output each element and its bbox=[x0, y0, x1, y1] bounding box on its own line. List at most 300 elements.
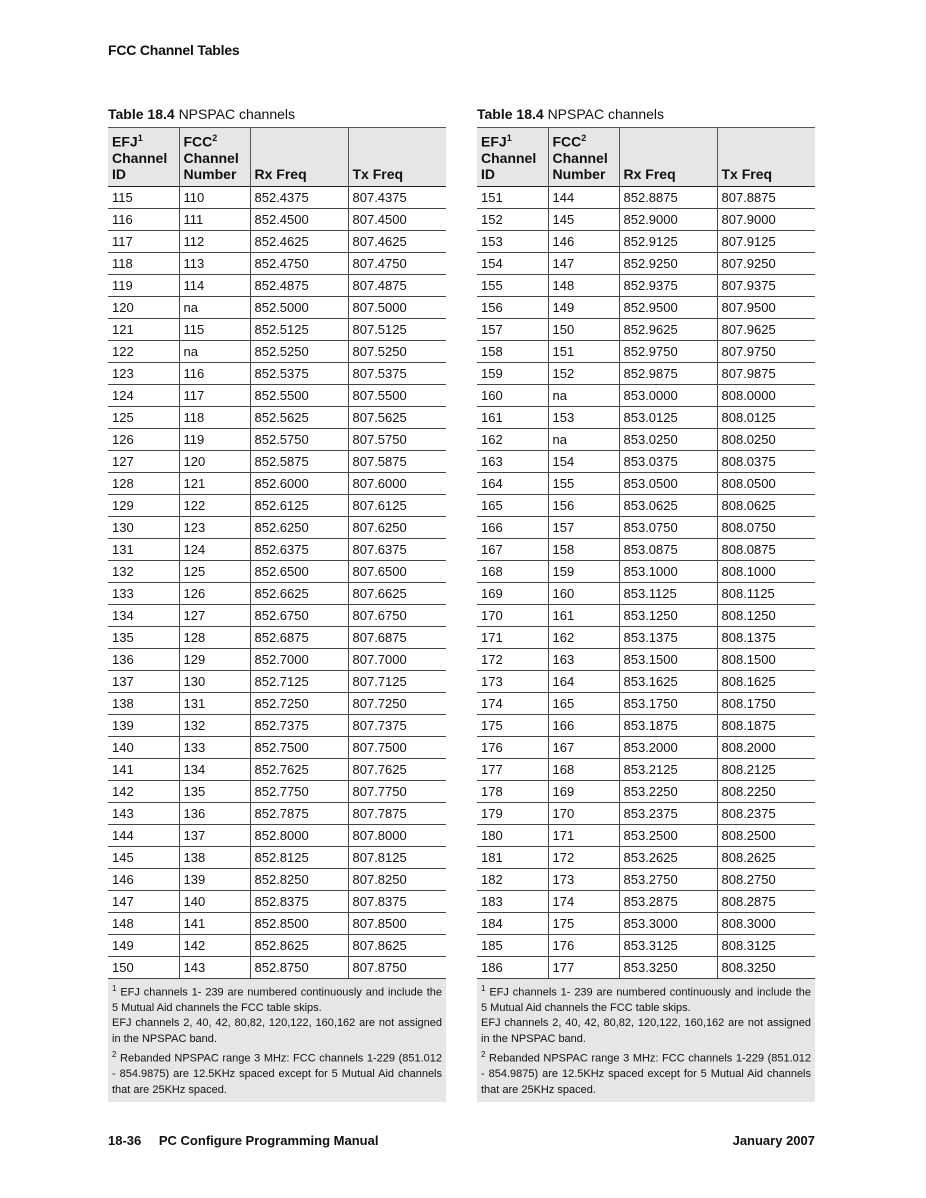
table-row bbox=[108, 318, 446, 340]
table-row bbox=[477, 824, 815, 846]
cell-fcc-number: 172 bbox=[548, 846, 619, 868]
cell-fcc-number: 158 bbox=[548, 538, 619, 560]
table-body bbox=[108, 186, 446, 978]
cell-tx-freq: 807.5625 bbox=[348, 406, 446, 428]
cell-rx-freq: 852.4375 bbox=[250, 186, 348, 208]
cell-efj-id: 161 bbox=[477, 406, 548, 428]
cell-fcc-number: 176 bbox=[548, 934, 619, 956]
table-footnotes bbox=[108, 979, 446, 1103]
table-row bbox=[108, 340, 446, 362]
table-row bbox=[108, 494, 446, 516]
cell-efj-id: 123 bbox=[108, 362, 179, 384]
cell-tx-freq: 808.0375 bbox=[717, 450, 815, 472]
cell-efj-id: 179 bbox=[477, 802, 548, 824]
cell-rx-freq: 852.4875 bbox=[250, 274, 348, 296]
cell-fcc-number: 175 bbox=[548, 912, 619, 934]
cell-efj-id: 149 bbox=[108, 934, 179, 956]
cell-fcc-number: 166 bbox=[548, 714, 619, 736]
cell-tx-freq: 808.2375 bbox=[717, 802, 815, 824]
cell-efj-id: 171 bbox=[477, 626, 548, 648]
cell-efj-id: 140 bbox=[108, 736, 179, 758]
table-row bbox=[477, 648, 815, 670]
cell-fcc-number: 169 bbox=[548, 780, 619, 802]
table-row bbox=[477, 604, 815, 626]
table-row bbox=[477, 714, 815, 736]
cell-tx-freq: 808.3000 bbox=[717, 912, 815, 934]
table-row bbox=[108, 230, 446, 252]
cell-fcc-number: 156 bbox=[548, 494, 619, 516]
cell-tx-freq: 807.8750 bbox=[348, 956, 446, 978]
cell-tx-freq: 807.6375 bbox=[348, 538, 446, 560]
table-row bbox=[477, 252, 815, 274]
table-npspac-left bbox=[108, 106, 446, 1102]
cell-efj-id: 163 bbox=[477, 450, 548, 472]
cell-tx-freq: 807.9250 bbox=[717, 252, 815, 274]
table-row bbox=[108, 626, 446, 648]
cell-tx-freq: 807.5750 bbox=[348, 428, 446, 450]
cell-fcc-number: 146 bbox=[548, 230, 619, 252]
table-row bbox=[477, 230, 815, 252]
cell-efj-id: 182 bbox=[477, 868, 548, 890]
cell-rx-freq: 852.6375 bbox=[250, 538, 348, 560]
cell-tx-freq: 808.3250 bbox=[717, 956, 815, 978]
cell-efj-id: 128 bbox=[108, 472, 179, 494]
table-row bbox=[108, 450, 446, 472]
cell-fcc-number: 118 bbox=[179, 406, 250, 428]
cell-fcc-number: 151 bbox=[548, 340, 619, 362]
table-row bbox=[477, 384, 815, 406]
cell-rx-freq: 853.2000 bbox=[619, 736, 717, 758]
cell-tx-freq: 807.8625 bbox=[348, 934, 446, 956]
cell-tx-freq: 808.1250 bbox=[717, 604, 815, 626]
cell-tx-freq: 807.4625 bbox=[348, 230, 446, 252]
table-row bbox=[477, 802, 815, 824]
cell-efj-id: 120 bbox=[108, 296, 179, 318]
cell-fcc-number: 130 bbox=[179, 670, 250, 692]
cell-rx-freq: 853.1375 bbox=[619, 626, 717, 648]
cell-fcc-number: 171 bbox=[548, 824, 619, 846]
cell-efj-id: 170 bbox=[477, 604, 548, 626]
cell-tx-freq: 807.6875 bbox=[348, 626, 446, 648]
table-row bbox=[477, 274, 815, 296]
cell-efj-id: 125 bbox=[108, 406, 179, 428]
cell-tx-freq: 808.2625 bbox=[717, 846, 815, 868]
cell-rx-freq: 852.7125 bbox=[250, 670, 348, 692]
cell-rx-freq: 853.3250 bbox=[619, 956, 717, 978]
page-header-title: FCC Channel Tables bbox=[108, 42, 240, 58]
cell-tx-freq: 808.1625 bbox=[717, 670, 815, 692]
cell-efj-id: 148 bbox=[108, 912, 179, 934]
table-row bbox=[477, 406, 815, 428]
table-row bbox=[477, 956, 815, 978]
cell-tx-freq: 808.0500 bbox=[717, 472, 815, 494]
cell-tx-freq: 807.4875 bbox=[348, 274, 446, 296]
page-footer bbox=[108, 1133, 815, 1148]
cell-efj-id: 150 bbox=[108, 956, 179, 978]
cell-efj-id: 130 bbox=[108, 516, 179, 538]
channel-table bbox=[477, 127, 815, 979]
table-row bbox=[108, 538, 446, 560]
cell-tx-freq: 807.9750 bbox=[717, 340, 815, 362]
cell-tx-freq: 808.0750 bbox=[717, 516, 815, 538]
header-efj-channel-id: EFJ$^1$ Channel ID bbox=[477, 128, 548, 187]
cell-fcc-number: 164 bbox=[548, 670, 619, 692]
cell-fcc-number: 133 bbox=[179, 736, 250, 758]
cell-rx-freq: 853.2625 bbox=[619, 846, 717, 868]
cell-fcc-number: 132 bbox=[179, 714, 250, 736]
cell-tx-freq: 808.0125 bbox=[717, 406, 815, 428]
cell-tx-freq: 808.1500 bbox=[717, 648, 815, 670]
cell-rx-freq: 852.9500 bbox=[619, 296, 717, 318]
cell-efj-id: 168 bbox=[477, 560, 548, 582]
cell-efj-id: 119 bbox=[108, 274, 179, 296]
table-row bbox=[477, 912, 815, 934]
table-row bbox=[477, 846, 815, 868]
cell-fcc-number: 138 bbox=[179, 846, 250, 868]
cell-rx-freq: 852.8875 bbox=[619, 186, 717, 208]
table-row bbox=[108, 252, 446, 274]
cell-fcc-number: 167 bbox=[548, 736, 619, 758]
cell-fcc-number: 126 bbox=[179, 582, 250, 604]
table-row bbox=[477, 582, 815, 604]
cell-rx-freq: 852.8000 bbox=[250, 824, 348, 846]
header-fcc-channel-number: FCC$^2$ Channel Number bbox=[548, 128, 619, 187]
table-row bbox=[108, 934, 446, 956]
cell-efj-id: 129 bbox=[108, 494, 179, 516]
cell-tx-freq: 807.8125 bbox=[348, 846, 446, 868]
cell-rx-freq: 852.6750 bbox=[250, 604, 348, 626]
cell-tx-freq: 807.7750 bbox=[348, 780, 446, 802]
cell-efj-id: 177 bbox=[477, 758, 548, 780]
table-row bbox=[108, 208, 446, 230]
cell-rx-freq: 853.1625 bbox=[619, 670, 717, 692]
table-row bbox=[108, 560, 446, 582]
table-npspac-right bbox=[477, 106, 815, 1102]
header-rx-freq: Rx Freq bbox=[619, 128, 717, 187]
footnote-1b: EFJ channels 2, 40, 42, 80,82, 120,122, 160,162 are not assigned in the NPSPAC band. bbox=[112, 1017, 442, 1045]
cell-tx-freq: 807.7875 bbox=[348, 802, 446, 824]
cell-rx-freq: 852.8750 bbox=[250, 956, 348, 978]
cell-fcc-number: 135 bbox=[179, 780, 250, 802]
cell-fcc-number: 149 bbox=[548, 296, 619, 318]
cell-fcc-number: 125 bbox=[179, 560, 250, 582]
table-row bbox=[108, 582, 446, 604]
cell-efj-id: 143 bbox=[108, 802, 179, 824]
cell-fcc-number: 120 bbox=[179, 450, 250, 472]
cell-tx-freq: 807.8500 bbox=[348, 912, 446, 934]
cell-efj-id: 175 bbox=[477, 714, 548, 736]
table-row bbox=[108, 362, 446, 384]
table-row bbox=[477, 758, 815, 780]
table-row bbox=[108, 604, 446, 626]
cell-tx-freq: 807.5875 bbox=[348, 450, 446, 472]
cell-fcc-number: 173 bbox=[548, 868, 619, 890]
cell-tx-freq: 807.9375 bbox=[717, 274, 815, 296]
cell-rx-freq: 852.6625 bbox=[250, 582, 348, 604]
table-row bbox=[477, 494, 815, 516]
cell-tx-freq: 807.4750 bbox=[348, 252, 446, 274]
table-row bbox=[477, 450, 815, 472]
cell-rx-freq: 853.0875 bbox=[619, 538, 717, 560]
cell-tx-freq: 808.3125 bbox=[717, 934, 815, 956]
cell-rx-freq: 852.6125 bbox=[250, 494, 348, 516]
cell-fcc-number: 153 bbox=[548, 406, 619, 428]
publication-date: January 2007 bbox=[732, 1133, 815, 1148]
cell-tx-freq: 807.7500 bbox=[348, 736, 446, 758]
cell-efj-id: 137 bbox=[108, 670, 179, 692]
table-row bbox=[108, 692, 446, 714]
table-row bbox=[477, 626, 815, 648]
cell-rx-freq: 853.1250 bbox=[619, 604, 717, 626]
cell-fcc-number: 143 bbox=[179, 956, 250, 978]
header-tx-freq: Tx Freq bbox=[717, 128, 815, 187]
cell-fcc-number: 160 bbox=[548, 582, 619, 604]
cell-rx-freq: 852.9750 bbox=[619, 340, 717, 362]
cell-efj-id: 132 bbox=[108, 560, 179, 582]
cell-fcc-number: 112 bbox=[179, 230, 250, 252]
cell-tx-freq: 808.1125 bbox=[717, 582, 815, 604]
cell-tx-freq: 807.6250 bbox=[348, 516, 446, 538]
footnote-2: $^2$ Rebanded NPSPAC range 3 MHz: FCC channels 1-229 (851.012 - 854.9875) are 12.5KHz spaced except for 5 Mutual Aid channels that are 25KHz spaced. bbox=[112, 1050, 443, 1096]
cell-fcc-number: 122 bbox=[179, 494, 250, 516]
cell-fcc-number: 131 bbox=[179, 692, 250, 714]
cell-rx-freq: 853.3125 bbox=[619, 934, 717, 956]
cell-tx-freq: 808.1375 bbox=[717, 626, 815, 648]
table-row bbox=[477, 296, 815, 318]
cell-fcc-number: 163 bbox=[548, 648, 619, 670]
table-row bbox=[108, 670, 446, 692]
cell-tx-freq: 808.1000 bbox=[717, 560, 815, 582]
cell-tx-freq: 807.6500 bbox=[348, 560, 446, 582]
table-row bbox=[108, 890, 446, 912]
cell-rx-freq: 852.7625 bbox=[250, 758, 348, 780]
cell-efj-id: 151 bbox=[477, 186, 548, 208]
cell-efj-id: 181 bbox=[477, 846, 548, 868]
cell-rx-freq: 852.6000 bbox=[250, 472, 348, 494]
table-row bbox=[477, 208, 815, 230]
cell-tx-freq: 807.9875 bbox=[717, 362, 815, 384]
cell-fcc-number: 123 bbox=[179, 516, 250, 538]
cell-rx-freq: 852.5500 bbox=[250, 384, 348, 406]
cell-fcc-number: 128 bbox=[179, 626, 250, 648]
table-row bbox=[477, 670, 815, 692]
table-caption-text: NPSPAC channels bbox=[178, 106, 296, 122]
cell-fcc-number: 170 bbox=[548, 802, 619, 824]
table-row bbox=[108, 758, 446, 780]
cell-efj-id: 186 bbox=[477, 956, 548, 978]
cell-efj-id: 165 bbox=[477, 494, 548, 516]
cell-efj-id: 158 bbox=[477, 340, 548, 362]
cell-tx-freq: 808.2875 bbox=[717, 890, 815, 912]
cell-efj-id: 155 bbox=[477, 274, 548, 296]
cell-efj-id: 180 bbox=[477, 824, 548, 846]
cell-tx-freq: 808.2750 bbox=[717, 868, 815, 890]
table-caption bbox=[477, 106, 815, 122]
cell-fcc-number: 150 bbox=[548, 318, 619, 340]
cell-fcc-number: 165 bbox=[548, 692, 619, 714]
cell-efj-id: 178 bbox=[477, 780, 548, 802]
cell-efj-id: 183 bbox=[477, 890, 548, 912]
cell-rx-freq: 852.9125 bbox=[619, 230, 717, 252]
footnote-2: $^2$ Rebanded NPSPAC range 3 MHz: FCC channels 1-229 (851.012 - 854.9875) are 12.5KHz spaced except for 5 Mutual Aid channels that are 25KHz spaced. bbox=[481, 1050, 812, 1096]
table-row bbox=[108, 802, 446, 824]
table-footnotes bbox=[477, 979, 815, 1103]
cell-tx-freq: 808.2250 bbox=[717, 780, 815, 802]
cell-efj-id: 126 bbox=[108, 428, 179, 450]
cell-fcc-number: 119 bbox=[179, 428, 250, 450]
cell-efj-id: 169 bbox=[477, 582, 548, 604]
cell-rx-freq: 852.7375 bbox=[250, 714, 348, 736]
table-row bbox=[108, 736, 446, 758]
table-header-row bbox=[108, 128, 446, 187]
cell-tx-freq: 807.9000 bbox=[717, 208, 815, 230]
cell-efj-id: 173 bbox=[477, 670, 548, 692]
cell-efj-id: 174 bbox=[477, 692, 548, 714]
table-row bbox=[477, 538, 815, 560]
table-row bbox=[108, 912, 446, 934]
cell-fcc-number: na bbox=[179, 296, 250, 318]
cell-fcc-number: 113 bbox=[179, 252, 250, 274]
cell-fcc-number: 155 bbox=[548, 472, 619, 494]
cell-tx-freq: 808.0625 bbox=[717, 494, 815, 516]
cell-rx-freq: 852.4625 bbox=[250, 230, 348, 252]
cell-tx-freq: 807.9625 bbox=[717, 318, 815, 340]
cell-fcc-number: 139 bbox=[179, 868, 250, 890]
cell-fcc-number: 136 bbox=[179, 802, 250, 824]
cell-tx-freq: 807.7625 bbox=[348, 758, 446, 780]
cell-rx-freq: 852.5875 bbox=[250, 450, 348, 472]
cell-tx-freq: 807.7250 bbox=[348, 692, 446, 714]
table-row bbox=[108, 296, 446, 318]
cell-rx-freq: 853.1125 bbox=[619, 582, 717, 604]
cell-fcc-number: 117 bbox=[179, 384, 250, 406]
cell-fcc-number: 111 bbox=[179, 208, 250, 230]
header-rx-freq: Rx Freq bbox=[250, 128, 348, 187]
cell-tx-freq: 807.6125 bbox=[348, 494, 446, 516]
cell-fcc-number: 110 bbox=[179, 186, 250, 208]
table-row bbox=[108, 956, 446, 978]
cell-rx-freq: 852.5250 bbox=[250, 340, 348, 362]
cell-efj-id: 135 bbox=[108, 626, 179, 648]
cell-rx-freq: 852.8375 bbox=[250, 890, 348, 912]
cell-fcc-number: 154 bbox=[548, 450, 619, 472]
cell-rx-freq: 853.1875 bbox=[619, 714, 717, 736]
cell-fcc-number: 174 bbox=[548, 890, 619, 912]
table-caption bbox=[108, 106, 446, 122]
cell-rx-freq: 853.1500 bbox=[619, 648, 717, 670]
table-row bbox=[108, 780, 446, 802]
table-caption-text: NPSPAC channels bbox=[547, 106, 665, 122]
cell-tx-freq: 807.7125 bbox=[348, 670, 446, 692]
cell-fcc-number: 147 bbox=[548, 252, 619, 274]
cell-efj-id: 138 bbox=[108, 692, 179, 714]
table-body bbox=[477, 186, 815, 978]
cell-tx-freq: 807.8375 bbox=[348, 890, 446, 912]
cell-efj-id: 184 bbox=[477, 912, 548, 934]
table-caption-number: Table 18.4 bbox=[108, 106, 175, 122]
table-row bbox=[477, 780, 815, 802]
cell-tx-freq: 807.8875 bbox=[717, 186, 815, 208]
cell-efj-id: 152 bbox=[477, 208, 548, 230]
footnote-1: $^1$ EFJ channels 1- 239 are numbered continuously and include the 5 Mutual Aid channels the FCC table skips. bbox=[112, 983, 442, 1014]
cell-tx-freq: 808.2500 bbox=[717, 824, 815, 846]
table-row bbox=[108, 846, 446, 868]
cell-efj-id: 167 bbox=[477, 538, 548, 560]
table-row bbox=[477, 560, 815, 582]
cell-efj-id: 127 bbox=[108, 450, 179, 472]
cell-efj-id: 115 bbox=[108, 186, 179, 208]
cell-efj-id: 122 bbox=[108, 340, 179, 362]
cell-efj-id: 176 bbox=[477, 736, 548, 758]
cell-rx-freq: 853.0000 bbox=[619, 384, 717, 406]
cell-fcc-number: 114 bbox=[179, 274, 250, 296]
cell-rx-freq: 852.6250 bbox=[250, 516, 348, 538]
channel-table bbox=[108, 127, 446, 979]
header-tx-freq: Tx Freq bbox=[348, 128, 446, 187]
cell-efj-id: 156 bbox=[477, 296, 548, 318]
table-row bbox=[108, 516, 446, 538]
cell-rx-freq: 852.7500 bbox=[250, 736, 348, 758]
cell-efj-id: 121 bbox=[108, 318, 179, 340]
cell-rx-freq: 853.0375 bbox=[619, 450, 717, 472]
cell-rx-freq: 852.8125 bbox=[250, 846, 348, 868]
cell-rx-freq: 853.0625 bbox=[619, 494, 717, 516]
table-row bbox=[477, 340, 815, 362]
cell-fcc-number: 157 bbox=[548, 516, 619, 538]
cell-tx-freq: 807.8000 bbox=[348, 824, 446, 846]
cell-efj-id: 147 bbox=[108, 890, 179, 912]
cell-fcc-number: na bbox=[548, 428, 619, 450]
table-caption-number: Table 18.4 bbox=[477, 106, 544, 122]
table-row bbox=[477, 692, 815, 714]
cell-fcc-number: 177 bbox=[548, 956, 619, 978]
table-row bbox=[477, 428, 815, 450]
cell-tx-freq: 808.0875 bbox=[717, 538, 815, 560]
cell-rx-freq: 852.5750 bbox=[250, 428, 348, 450]
cell-fcc-number: 148 bbox=[548, 274, 619, 296]
cell-tx-freq: 808.2125 bbox=[717, 758, 815, 780]
cell-rx-freq: 852.7875 bbox=[250, 802, 348, 824]
cell-tx-freq: 808.0000 bbox=[717, 384, 815, 406]
cell-efj-id: 172 bbox=[477, 648, 548, 670]
cell-efj-id: 124 bbox=[108, 384, 179, 406]
cell-efj-id: 141 bbox=[108, 758, 179, 780]
cell-fcc-number: na bbox=[179, 340, 250, 362]
table-row bbox=[477, 736, 815, 758]
cell-fcc-number: 144 bbox=[548, 186, 619, 208]
table-row bbox=[477, 362, 815, 384]
table-row bbox=[477, 186, 815, 208]
cell-fcc-number: 124 bbox=[179, 538, 250, 560]
cell-tx-freq: 807.6750 bbox=[348, 604, 446, 626]
manual-title: PC Configure Programming Manual bbox=[158, 1133, 379, 1148]
cell-efj-id: 166 bbox=[477, 516, 548, 538]
table-row bbox=[477, 516, 815, 538]
cell-fcc-number: 140 bbox=[179, 890, 250, 912]
footnote-1b: EFJ channels 2, 40, 42, 80,82, 120,122, 160,162 are not assigned in the NPSPAC band. bbox=[481, 1017, 811, 1045]
cell-efj-id: 116 bbox=[108, 208, 179, 230]
cell-rx-freq: 852.8250 bbox=[250, 868, 348, 890]
cell-efj-id: 145 bbox=[108, 846, 179, 868]
cell-efj-id: 117 bbox=[108, 230, 179, 252]
cell-efj-id: 159 bbox=[477, 362, 548, 384]
cell-tx-freq: 807.5500 bbox=[348, 384, 446, 406]
cell-rx-freq: 852.7250 bbox=[250, 692, 348, 714]
table-row bbox=[108, 648, 446, 670]
cell-fcc-number: 152 bbox=[548, 362, 619, 384]
cell-rx-freq: 852.5625 bbox=[250, 406, 348, 428]
cell-rx-freq: 853.0125 bbox=[619, 406, 717, 428]
